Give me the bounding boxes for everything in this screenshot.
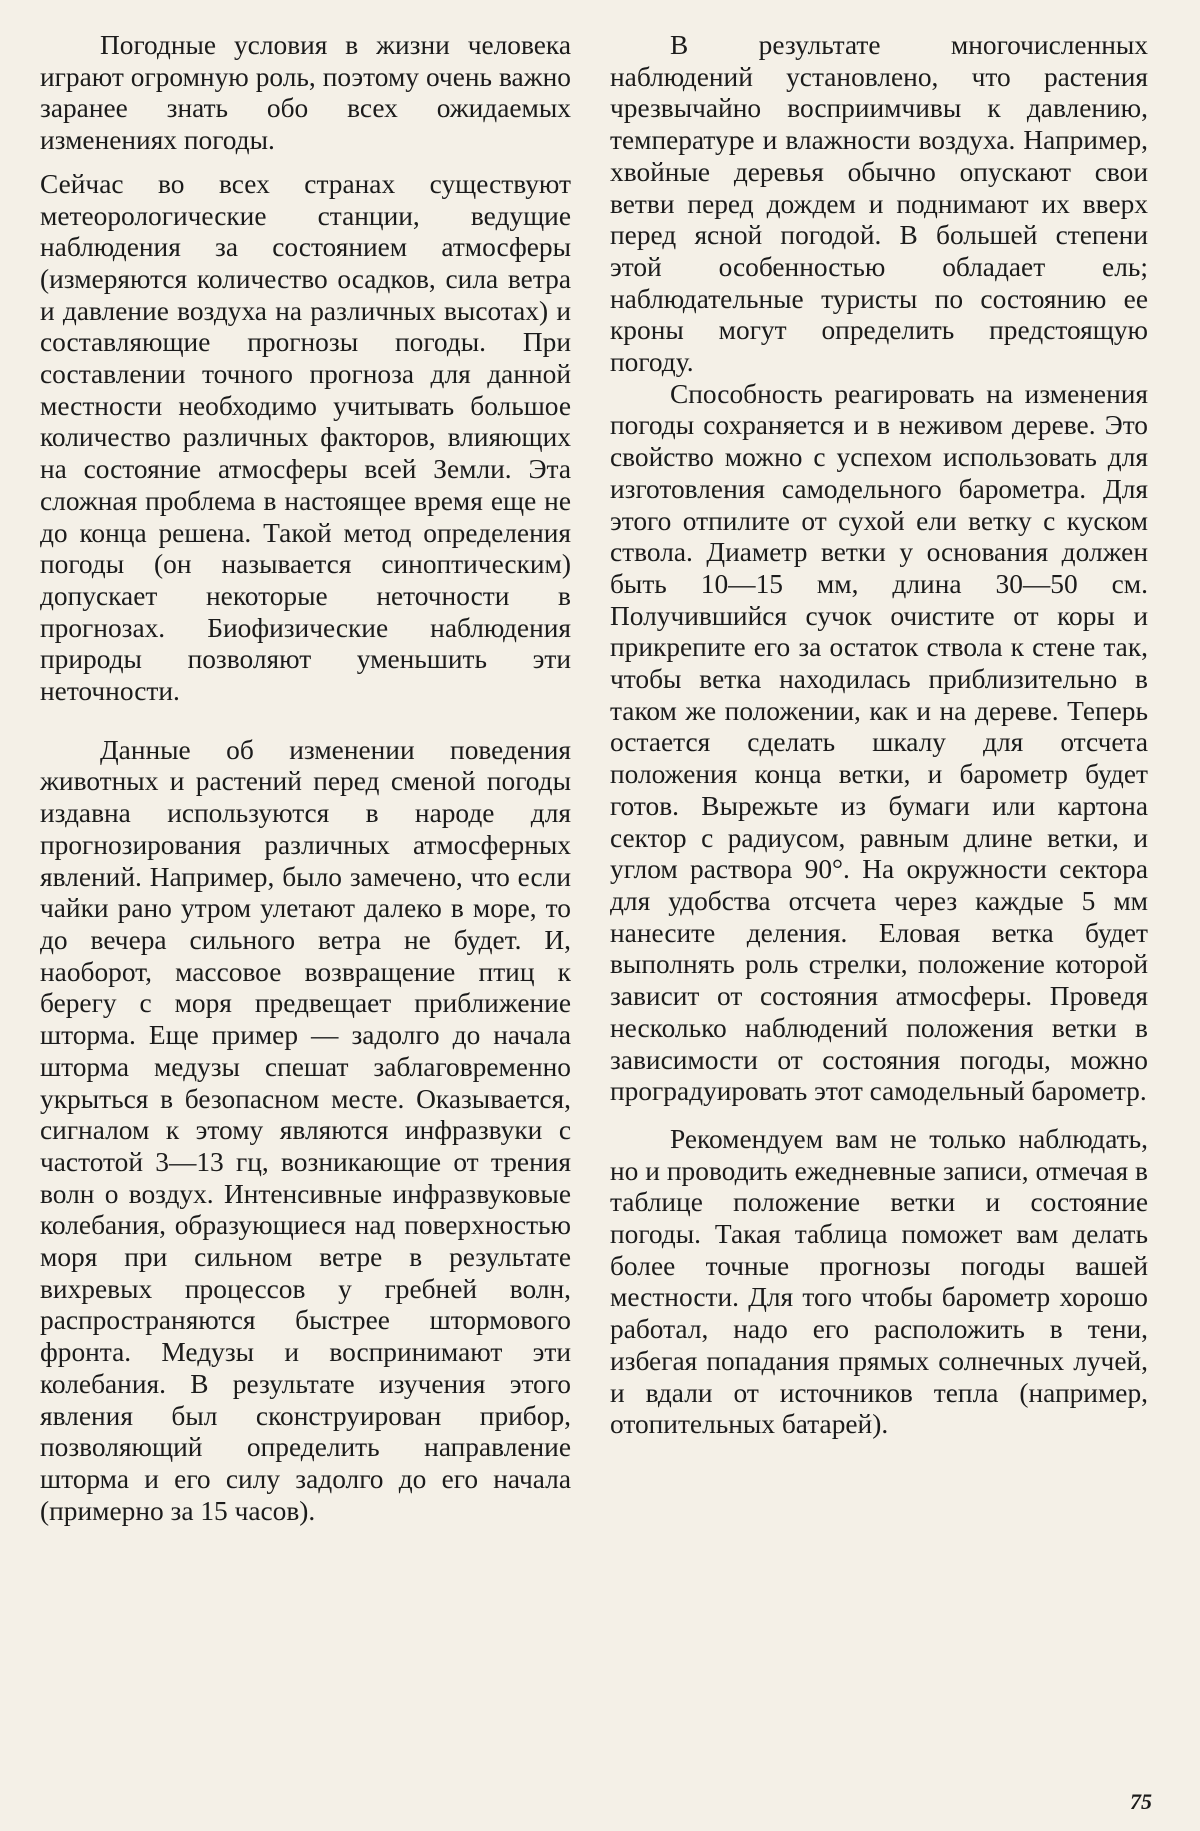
paragraph-animal-behavior: Данные об изменении поведения животных и растений перед сменой погоды издавна используются в народе для прогнозирования различных атмосферных явлений. Например, было замечено, что если чайки рано утром улетают далеко в море, то до вечера сильного ветра не будет. И, наоборот, массовое возвращение птиц к берегу с моря предвещает приближение шторма. Еще пример — задолго до начала шторма медузы спешат заблаговременно укрыться в безопасном месте. Оказывается, сигналом к этому являются инфразвуки с частотой 3—13 гц, возникающие от трения волн о воздух. Интенсивные инфразвуковые колебания, образующиеся над поверхностью моря при сильном ветре в результате вихревых процессов у гребней волн, распространяются быстрее штормового фронта. Медузы и воспринимают эти колебания. В результате изучения этого явления был сконструирован прибор, позволяющий определить направление шторма и его силу задолго до его начала (примерно за 15 часов). (40, 734, 571, 1526)
paragraph-plant-sensitivity: В результате многочисленных наблюдений установлено, что растения чрезвычайно восприимчивы к давлению, температуре и влажности воздуха. Например, хвойные деревья обычно опускают свои ветви перед дождем и поднимают их вверх перед ясной погодой. В большей степени этой особенностью обладает ель; наблюдательные туристы по состоянию ее кроны могут определить предстоящую погоду. (610, 30, 1148, 378)
paragraph-intro: Погодные условия в жизни человека играют огромную роль, поэтому очень важно заранее знать обо всех ожидаемых изменениях погоды. (40, 30, 571, 156)
page-number: 75 (1130, 1789, 1152, 1814)
right-text-column (610, 30, 1148, 1441)
left-text-column (40, 30, 571, 1527)
paragraph-recommendation: Рекомендуем вам не только наблюдать, но и проводить ежедневные записи, отмечая в таблице положение ветки и состояние погоды. Такая таблица поможет вам делать более точные прогнозы погоды вашей местности. Для того чтобы барометр хорошо работал, надо его расположить в тени, избегая попадания прямых солнечных лучей, и вдали от источников тепла (например, отопительных батарей). (610, 1123, 1148, 1440)
paragraph-homemade-barometer: Способность реагировать на изменения погоды сохраняется и в неживом дереве. Это свойство можно с успехом использовать для изготовления самодельного барометра. Для этого отпилите от сухой ели ветку с куском ствола. Диаметр ветки у основания должен быть 10—15 мм, длина 30—50 см. Получившийся сучок очистите от коры и прикрепите его за остаток ствола к стене так, чтобы ветка находилась приблизительно в таком же положении, как и на дереве. Теперь остается сделать шкалу для отсчета положения конца ветки, и барометр будет готов. Вырежьте из бумаги или картона сектор с радиусом, равным длине ветки, и углом раствора 90°. На окружности сектора для удобства отсчета через каждые 5 мм нанесите деления. Еловая ветка будет выполнять роль стрелки, положение которой зависит от состояния атмосферы. Проведя несколько наблюдений положения ветки в зависимости от состояния погоды, можно проградуировать этот самодельный барометр. (610, 378, 1148, 1107)
paragraph-meteorological-stations: Сейчас во всех странах существуют метеорологические станции, ведущие наблюдения за состоянием атмосферы (измеряются количество осадков, сила ветра и давление воздуха на различных высотах) и составляющие прогнозы погоды. При составлении точного прогноза для данной местности необходимо учитывать большое количество различных факторов, влияющих на состояние атмосферы всей Земли. Эта сложная проблема в настоящее время еще не до конца решена. Такой метод определения погоды (он называется синоптическим) допускает некоторые неточности в прогнозах. Биофизические наблюдения природы позволяют уменьшить эти неточности. (40, 168, 571, 707)
